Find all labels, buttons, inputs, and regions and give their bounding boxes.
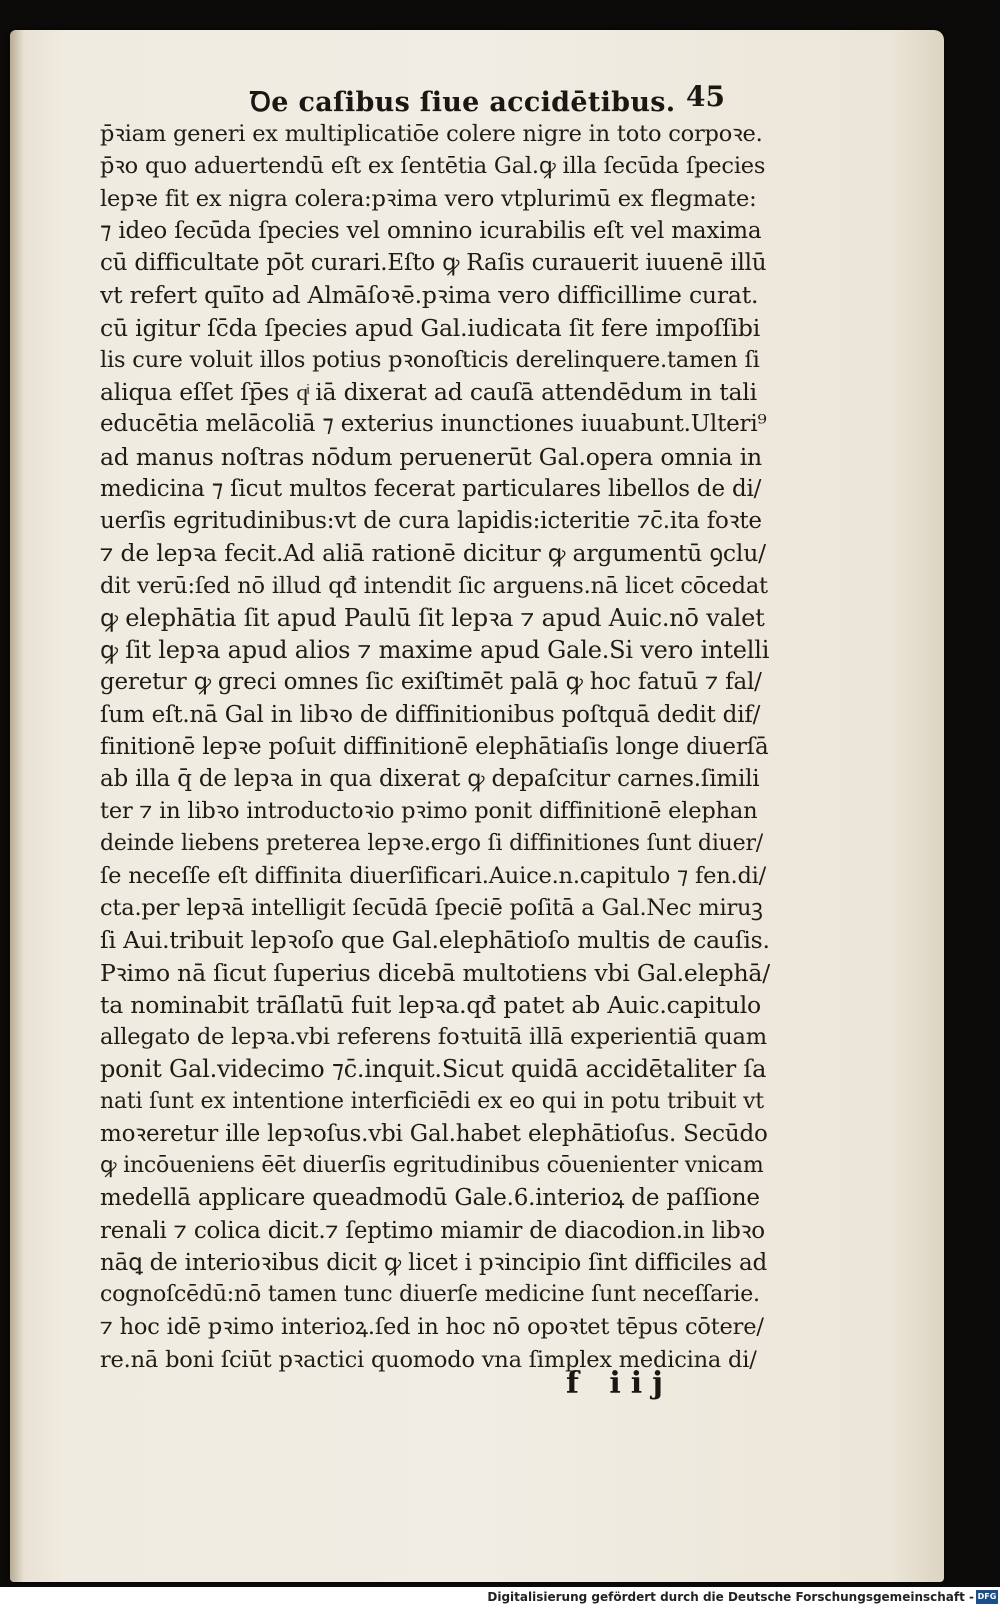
text-line: cū igitur ſc̄da ſpecies apud Gal.iudicata ſit fere impoſſibi	[100, 313, 761, 342]
text-line: educētia melācoliā ⁊ exterius inunctiones iuuabunt.Ulteri⁹	[100, 411, 767, 438]
running-head: Ꝺe caſibus ſiue accidētibus.	[250, 87, 676, 118]
text-line: ta nominabit trāſlatū fuit lepꝛa.qđ patet ab Auic.capitulo	[100, 990, 761, 1019]
text-line: ⁊ de lepꝛa fecit.Ad aliā rationē dicitur ꝙ argumentū ꝯclu/	[100, 539, 766, 568]
footer-credit: Digitalisierung gefördert durch die Deutsche Forschungsgemeinschaft -	[487, 1590, 974, 1604]
text-line: ſum eſt.nā Gal in libꝛo de diffinitionibus poſtquā dedit dif/	[100, 701, 761, 728]
text-line: p̄ꝛiam generi ex multiplicatiōe colere nigre in toto corpoꝛe.	[100, 121, 763, 147]
text-line: deinde liebens preterea lepꝛe.ergo ſi diffinitiones ſunt diuer/	[100, 830, 763, 856]
text-line: vt refert quīto ad Almāſoꝛē.pꝛima vero difficillime curat.	[100, 281, 759, 310]
text-line: renali ⁊ colica dicit.⁊ ſeptimo miamir de diacodion.in libꝛo	[100, 1217, 765, 1244]
text-line: cognoſcēdū:nō tamen tunc diuerſe medicine ſunt neceſſarie.	[100, 1282, 760, 1307]
text-line: Pꝛimo nā ſicut ſuperius dicebā multotiens vbi Gal.elephā/	[100, 958, 770, 987]
text-line: cū difficultate pōt curari.Eſto ꝙ Raſis curauerit iuuenē illū	[100, 250, 767, 276]
text-line: nāꝗ de interioꝛibus dicit ꝙ licet i pꝛincipio ſint difficiles ad	[100, 1249, 768, 1276]
text-line: ab illa q̄ de lepꝛa in qua dixerat ꝙ depaſcitur carnes.ſimili	[100, 766, 760, 792]
text-line: medellā applicare queadmodū Gale.6.interioꝝ de paſſione	[100, 1185, 760, 1212]
text-line: finitionē lepꝛe poſuit diffinitionē elephātiaſis longe diuerſā	[100, 733, 769, 760]
body-text	[100, 118, 770, 1376]
text-line: ⁊ ideo ſecūda ſpecies vel omnino icurabilis eſt vel maxima	[100, 217, 762, 244]
text-line: lis cure voluit illos potius pꝛonoſticis derelinquere.tamen ſi	[100, 346, 760, 373]
text-line: aliqua eſſet ſp̄es qͥ iā dixerat ad cauſā attendēdum in tali	[100, 378, 757, 406]
text-line: nati ſunt ex intentione interficiēdi ex eo qui in potu tribuit vt	[100, 1088, 764, 1114]
text-line: lepꝛe fit ex nigra colera:pꝛima vero vtplurimū ex flegmate:	[100, 185, 757, 212]
signature-mark: f iij	[566, 1366, 673, 1401]
text-line: p̄ꝛo quo aduertendū eſt ex ſentētia Gal.ꝙ illa ſecūda ſpecies	[100, 153, 766, 180]
text-line: ꝙ elephātia ſit apud Paulū ſit lepꝛa ⁊ apud Auic.nō valet	[100, 603, 765, 632]
text-line: ad manus noſtras nōdum peruenerūt Gal.opera omnia in	[100, 442, 762, 471]
text-line: uerſis egritudinibus:vt de cura lapidis:icteritie ⁊c̄.ita foꝛte	[100, 508, 762, 534]
page-spine-edge	[10, 30, 24, 1582]
text-line: dit verū:ſed nō illud qđ intendit ſic arguens.nā licet cōcedat	[100, 572, 768, 599]
dfg-logo: DFG	[976, 1590, 998, 1604]
text-line: re.nā boni ſciūt pꝛactici quomodo vna ſimplex medicina di/	[100, 1346, 757, 1373]
text-line: medicina ⁊ ſicut multos fecerat particulares libellos de di/	[100, 475, 762, 502]
text-line: ꝙ incōueniens ēēt diuerſis egritudinibus cōuenienter vnicam	[100, 1153, 764, 1178]
text-line: geretur ꝙ greci omnes ſic exiſtimēt palā ꝙ hoc fatuū ⁊ fal/	[100, 669, 762, 696]
text-line: ſe neceſſe eſt diffinita diuerſificari.Auice.n.capitulo ⁊ fen.di/	[100, 862, 767, 889]
text-line: ⁊ hoc idē pꝛimo interioꝝ.ſed in hoc nō opoꝛtet tēpus cōtere/	[100, 1314, 764, 1341]
text-line: allegato de lepꝛa.vbi referens foꝛtuitā illā experientiā quam	[100, 1024, 767, 1050]
text-line: moꝛeretur ille lepꝛoſus.vbi Gal.habet elephātioſus. Secūdo	[100, 1120, 768, 1147]
text-line: ꝙ ſit lepꝛa apud alios ⁊ maxime apud Gale.Si vero intelli	[100, 636, 770, 664]
folio-number: 45	[686, 80, 725, 113]
text-line: cta.per lepꝛā intelligit ſecūdā ſpeciē poſitā a Gal.Nec miruꝫ	[100, 895, 763, 921]
text-line: ponit Gal.videcimo ⁊c̄.inquit.Sicut quidā accidētaliter ſa	[100, 1055, 767, 1084]
text-line: ſi Aui.tribuit lepꝛoſo que Gal.elephātioſo multis de cauſis.	[100, 926, 770, 955]
text-line: ter ⁊ in libꝛo introductoꝛio pꝛimo ponit diffinitionē elephan	[100, 798, 758, 825]
